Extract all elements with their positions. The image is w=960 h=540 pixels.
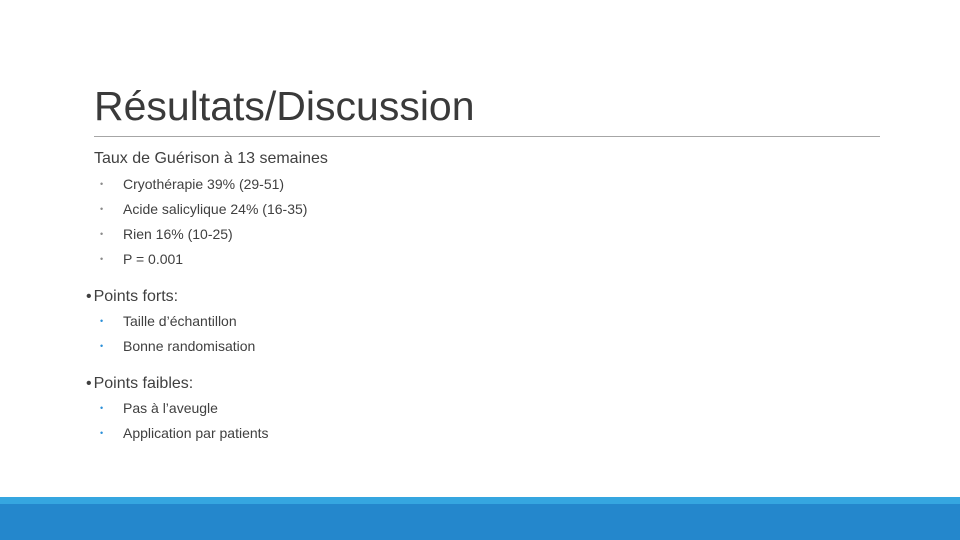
bullet-icon: •: [86, 288, 92, 305]
bullet-icon: •: [100, 254, 104, 264]
bullet-icon: •: [100, 179, 104, 189]
footer-band-accent: [0, 497, 960, 504]
weaknesses-heading: • Points faibles:: [86, 375, 194, 392]
list-item: • Cryothérapie 39% (29-51): [100, 172, 307, 197]
results-subheading: Taux de Guérison à 13 semaines: [94, 150, 328, 167]
list-item: • Application par patients: [100, 421, 269, 446]
list-item: • Pas à l’aveugle: [100, 396, 269, 421]
list-item: • Taille d’échantillon: [100, 309, 255, 334]
bullet-icon: •: [100, 316, 104, 326]
bullet-icon: •: [100, 229, 104, 239]
list-item: • Acide salicylique 24% (16-35): [100, 197, 307, 222]
strengths-list: [100, 309, 255, 359]
list-item: • Bonne randomisation: [100, 334, 255, 359]
weaknesses-list: [100, 396, 269, 446]
slide-title: Résultats/Discussion: [94, 83, 475, 129]
bullet-icon: •: [100, 341, 104, 351]
bullet-icon: •: [86, 375, 92, 392]
list-item: • P = 0.001: [100, 247, 307, 272]
bullet-icon: •: [100, 403, 104, 413]
bullet-icon: •: [100, 428, 104, 438]
footer-band: [0, 504, 960, 540]
strengths-heading: • Points forts:: [86, 288, 179, 305]
list-item: • Rien 16% (10-25): [100, 222, 307, 247]
results-list: [100, 172, 307, 272]
bullet-icon: •: [100, 204, 104, 214]
title-divider: [94, 136, 880, 137]
